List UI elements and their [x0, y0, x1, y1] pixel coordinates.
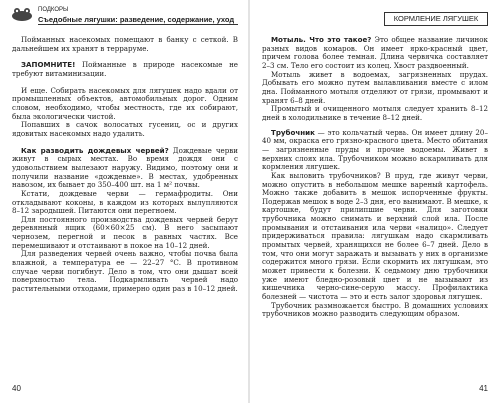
paragraph: Трубочник размножается быстро. В домашних условиях трубочников можно разводить следующим образом.	[262, 300, 488, 319]
note-paragraph: ЗАПОМНИТЕ! Пойманные в природе насекомые не требуют витаминизации.	[12, 60, 238, 78]
book-title: Съедобные лягушки: разведение, содержание, уход	[38, 15, 235, 24]
paragraph: Для разведения червей очень важно, чтобы почва была влажной, а температура ее — 22–27 °С. В противном случае черви погибнут. Дело в том, что они дышат всей поверхностью тела. Подкармливать червей надо растительными отходами, примерно один раз в 10–12 дней.	[12, 249, 238, 294]
paragraph: Промытый и очищенного мотыля следует хранить 8–12 дней в холодильнике в течение 8–12 дней.	[262, 104, 488, 122]
frog-logo-icon	[10, 6, 34, 22]
paragraph: Мотыль живет в водоемах, загрязненных прудах. Добывать его можно путем вылавливания вместе с илом дна. Пойманного мотыля отделяют от грязи, промывают и хранят 6–8 дней.	[262, 69, 488, 105]
section-label: КОРМЛЕНИЕ ЛЯГУШЕК	[384, 12, 488, 26]
paragraph: Трубочник — это кольчатый червь. Он имеет длину 20–40 мм, окраска его грязно-красного цвета. Место обитания — загрязненные пруды и прочие водоемы. Живет в верхних слоях ила. Трубочником можно вскармливать для кормления лягушек.	[262, 127, 488, 172]
paragraph: Для постоянного производства дождевых червей берут деревянный ящик (60×60×25 см). В него засыпают чернозем, перегной и песок в равных частях. Все перемешивают и отстаивают в покое на 10–12 дней.	[12, 214, 238, 250]
running-header	[10, 4, 240, 26]
paragraph: Как разводить дождевых червей? Дождевые черви живут в сырых местах. Во время дождя они с удовольствием вылезают наружу. Видимо, поэтому они и получили название «дождевые». В местах, удобренных навозом, их бывает до 350–400 шт. на 1 м² почвы.	[12, 145, 238, 190]
paragraph: Попавших в сачок волосатых гусениц, ос и других ядовитых насекомых надо удалить.	[12, 120, 238, 138]
series-label: ПОДКОРЫ	[38, 7, 69, 13]
paragraph: Как выловить трубочников? В пруд, где живут черви, можно опустить в небольшом мешке вареный картофель. Можно также добавить в мешок испорченные фрукты. Подержав мешок в воде 2–3 дня, его вынимают. В мешке, к картошке, будут прилипшие черви. Для заготовки трубочника можно снимать и верхний слой ила. После промывания и отстаивания ила черви «налицо». Следует придерживаться правила: лягушкам надо скармливать промытых червей, хранящихся не более 6–7 дней. Дело в том, что они могут заражать и вызывать у них в организме содержится много грязи. Если скормить их лягушкам, это может привести к болезни. К седьмому дню трубочники уже имеют бледно-розовый цвет и не вызывают из кишечника черно-сине-серую массу. Профилактика болезней — чистота — это и есть залог здоровья лягушек.	[262, 170, 488, 302]
right-page-text	[262, 36, 488, 319]
paragraph: Пойманных насекомых помещают в банку с сеткой. В дальнейшем их хранят в терраруме.	[12, 35, 238, 53]
header-rule	[38, 24, 238, 25]
left-page-text	[12, 36, 238, 294]
page-number-right: 41	[479, 384, 488, 393]
paragraph: Мотыль. Что это такое? Это общее название личинок разных видов комаров. Он имеет ярко-красный цвет, причем голова более темная. Длина червячка составляет 2–3 см. Тело его состоит из колец. Хвост раздвоенный.	[262, 35, 488, 70]
page-gutter	[248, 0, 250, 403]
paragraph: Кстати, дождевые черви — гермафродиты. Они откладывают коконы, в каждом из которых вылупляются 8–12 зародышей. Питаются они перегноем.	[12, 188, 238, 216]
paragraph: И еще. Собирать насекомых для лягушек надо вдали от промышленных объектов, автомобильных дорог. Одним словом, необходимо, чтобы местность, где их собирают, была экологически чистой.	[12, 85, 238, 121]
page-number-left: 40	[12, 384, 21, 393]
